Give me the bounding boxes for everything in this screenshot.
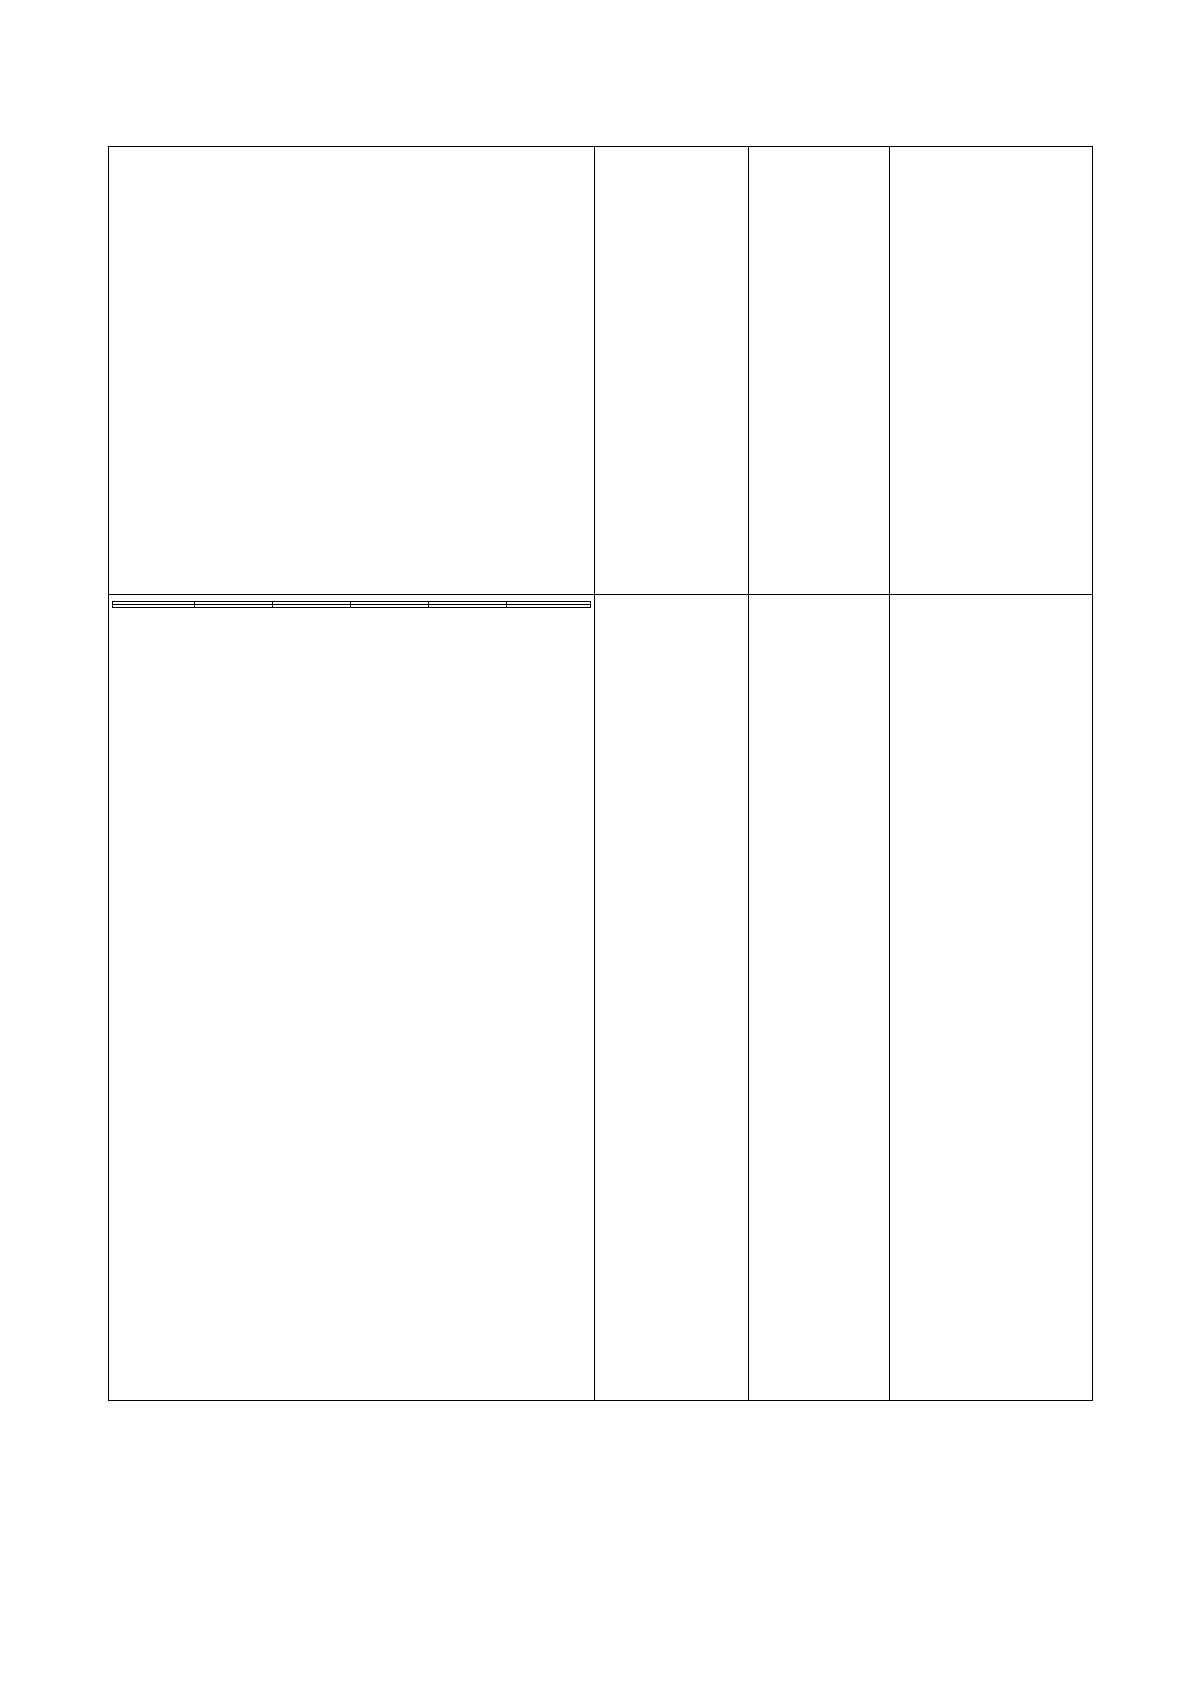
table-cell — [351, 605, 429, 608]
fall-data-table — [112, 601, 591, 608]
lesson-table — [108, 146, 1093, 1401]
student-activity-cell — [595, 595, 749, 1401]
table-cell — [113, 605, 195, 608]
table-cell — [429, 605, 507, 608]
teacher-activity-cell — [749, 595, 890, 1401]
table-row — [113, 605, 591, 608]
teacher-activity-cell — [749, 147, 890, 595]
lesson-row-2 — [109, 595, 1093, 1401]
lesson-row-1 — [109, 147, 1093, 595]
table-cell — [273, 605, 351, 608]
table-cell — [507, 605, 591, 608]
content-cell — [109, 147, 595, 595]
table-cell — [195, 605, 273, 608]
content-cell — [109, 595, 595, 1401]
student-activity-cell — [595, 147, 749, 595]
design-intent-cell — [890, 147, 1093, 595]
design-intent-cell — [890, 595, 1093, 1401]
